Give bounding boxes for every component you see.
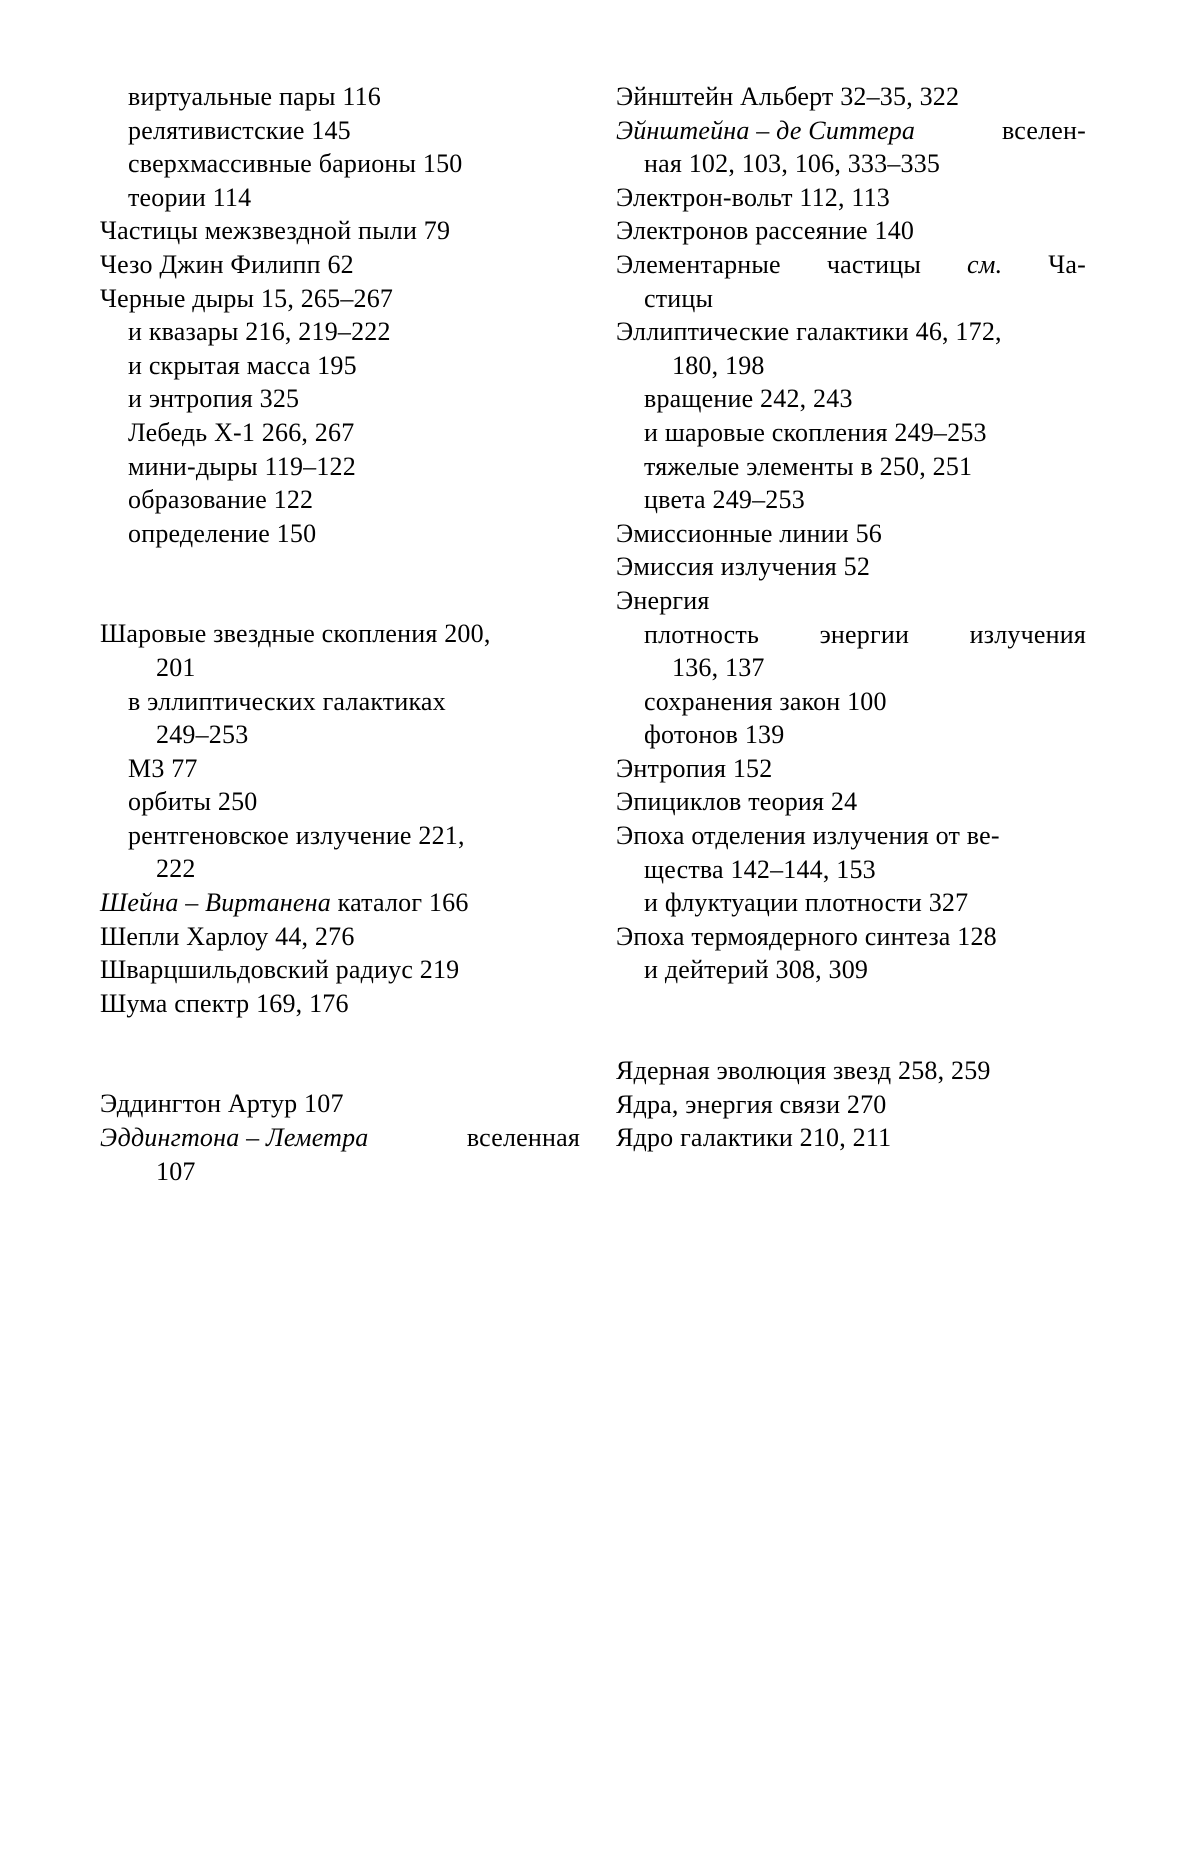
index-entry-italic: см. bbox=[967, 249, 1003, 279]
index-continuation: 180, 198 bbox=[672, 350, 765, 380]
index-entry: Шума спектр 169, 176 bbox=[100, 988, 349, 1018]
index-continuation: стицы bbox=[644, 283, 714, 313]
index-continuation: ная 102, 103, 106, 333–335 bbox=[644, 149, 941, 179]
index-subentry: сверхмассивные барионы 150 bbox=[128, 149, 463, 179]
index-entry: Ядерная эволюция звезд 258, 259 bbox=[616, 1056, 991, 1086]
index-subentry: мини-дыры 119–122 bbox=[128, 451, 356, 481]
index-subentry: цвета 249–253 bbox=[644, 485, 805, 515]
index-subentry: и дейтерий 308, 309 bbox=[644, 955, 869, 985]
index-entry-italic: Шейна – Виртанена bbox=[100, 888, 331, 918]
index-subentry: в эллиптических галактиках bbox=[128, 686, 446, 716]
index-subentry: орбиты 250 bbox=[128, 787, 258, 817]
index-entry: Эддингтон Артур 107 bbox=[100, 1089, 344, 1119]
index-continuation: 107 bbox=[156, 1156, 196, 1186]
index-entry: Шварцшильдовский радиус 219 bbox=[100, 955, 460, 985]
index-entry-text: Элементарные bbox=[616, 249, 781, 279]
index-entry-text: вселенная bbox=[466, 1123, 580, 1153]
index-subentry: и скрытая масса 195 bbox=[128, 350, 357, 380]
index-entry-text: излучения bbox=[969, 619, 1086, 649]
index-subentry bbox=[616, 618, 1086, 652]
index-continuation: щества 142–144, 153 bbox=[644, 854, 876, 884]
index-continuation: 222 bbox=[156, 854, 196, 884]
index-entry: Ядра, энергия связи 270 bbox=[616, 1089, 887, 1119]
index-subentry: М3 77 bbox=[128, 753, 198, 783]
index-subentry: образование 122 bbox=[128, 485, 314, 515]
index-entry-text: энергии bbox=[819, 619, 910, 649]
index-entry: Ядро галактики 210, 211 bbox=[616, 1123, 892, 1153]
index-entry-italic: Эддингтона – Леметра bbox=[100, 1123, 369, 1153]
index-subentry: виртуальные пары 116 bbox=[128, 82, 382, 111]
index-entry bbox=[616, 114, 1086, 148]
index-entry: Черные дыры 15, 265–267 bbox=[100, 283, 394, 313]
index-subentry: фотонов 139 bbox=[644, 720, 785, 750]
index-subentry: сохранения закон 100 bbox=[644, 686, 887, 716]
index-continuation: 201 bbox=[156, 652, 196, 682]
index-entry: Эпициклов теория 24 bbox=[616, 787, 858, 817]
index-continuation: 249–253 bbox=[156, 720, 249, 750]
index-entry-text: плотность bbox=[644, 619, 760, 649]
index-entry bbox=[100, 886, 580, 920]
index-subentry: рентгеновское излучение 221, bbox=[128, 820, 465, 850]
index-subentry: определение 150 bbox=[128, 518, 317, 548]
index-entry: Частицы межзвездной пыли 79 bbox=[100, 216, 451, 246]
index-subentry: теории 114 bbox=[128, 182, 252, 212]
index-entry: Чезо Джин Филипп 62 bbox=[100, 249, 354, 279]
index-entry: Эмиссия излучения 52 bbox=[616, 552, 871, 582]
index-subentry: и квазары 216, 219–222 bbox=[128, 317, 391, 347]
index-entry: Шаровые звездные скопления 200, bbox=[100, 619, 491, 649]
index-column-right bbox=[616, 80, 1086, 1155]
index-entry: Эйнштейн Альберт 32–35, 322 bbox=[616, 82, 960, 111]
section-gap bbox=[616, 987, 1086, 1054]
section-gap bbox=[100, 550, 580, 617]
index-subentry: релятивистские 145 bbox=[128, 115, 351, 145]
index-entry bbox=[100, 1121, 580, 1155]
index-entry: Энтропия 152 bbox=[616, 753, 773, 783]
index-entry: Эмиссионные линии 56 bbox=[616, 518, 882, 548]
index-subentry: и шаровые скопления 249–253 bbox=[644, 417, 987, 447]
index-continuation: 136, 137 bbox=[672, 653, 765, 683]
index-entry: Энергия bbox=[616, 585, 710, 615]
index-column-left bbox=[100, 80, 580, 1188]
index-subentry: и флуктуации плотности 327 bbox=[644, 888, 969, 918]
index-subentry: тяжелые элементы в 250, 251 bbox=[644, 451, 973, 481]
index-subentry: Лебедь Х-1 266, 267 bbox=[128, 417, 355, 447]
index-subentry: вращение 242, 243 bbox=[644, 384, 853, 414]
index-entry: Шепли Харлоу 44, 276 bbox=[100, 921, 355, 951]
index-entry-text: каталог 166 bbox=[330, 888, 469, 918]
index-entry bbox=[616, 248, 1086, 282]
section-gap bbox=[100, 1020, 580, 1087]
index-entry: Эпоха отделения излучения от ве- bbox=[616, 821, 1000, 851]
index-entry-text: вселен- bbox=[1001, 115, 1086, 145]
index-entry: Эпоха термоядерного синтеза 128 bbox=[616, 921, 997, 951]
index-entry-text: Ча- bbox=[1048, 249, 1086, 279]
index-entry-text: частицы bbox=[826, 249, 922, 279]
index-subentry: и энтропия 325 bbox=[128, 384, 300, 414]
index-entry-italic: Эйнштейна – де Ситтера bbox=[616, 115, 916, 145]
index-entry: Электрон-вольт 112, 113 bbox=[616, 182, 891, 212]
index-entry: Электронов рассеяние 140 bbox=[616, 216, 915, 246]
index-entry: Эллиптические галактики 46, 172, bbox=[616, 317, 1002, 347]
